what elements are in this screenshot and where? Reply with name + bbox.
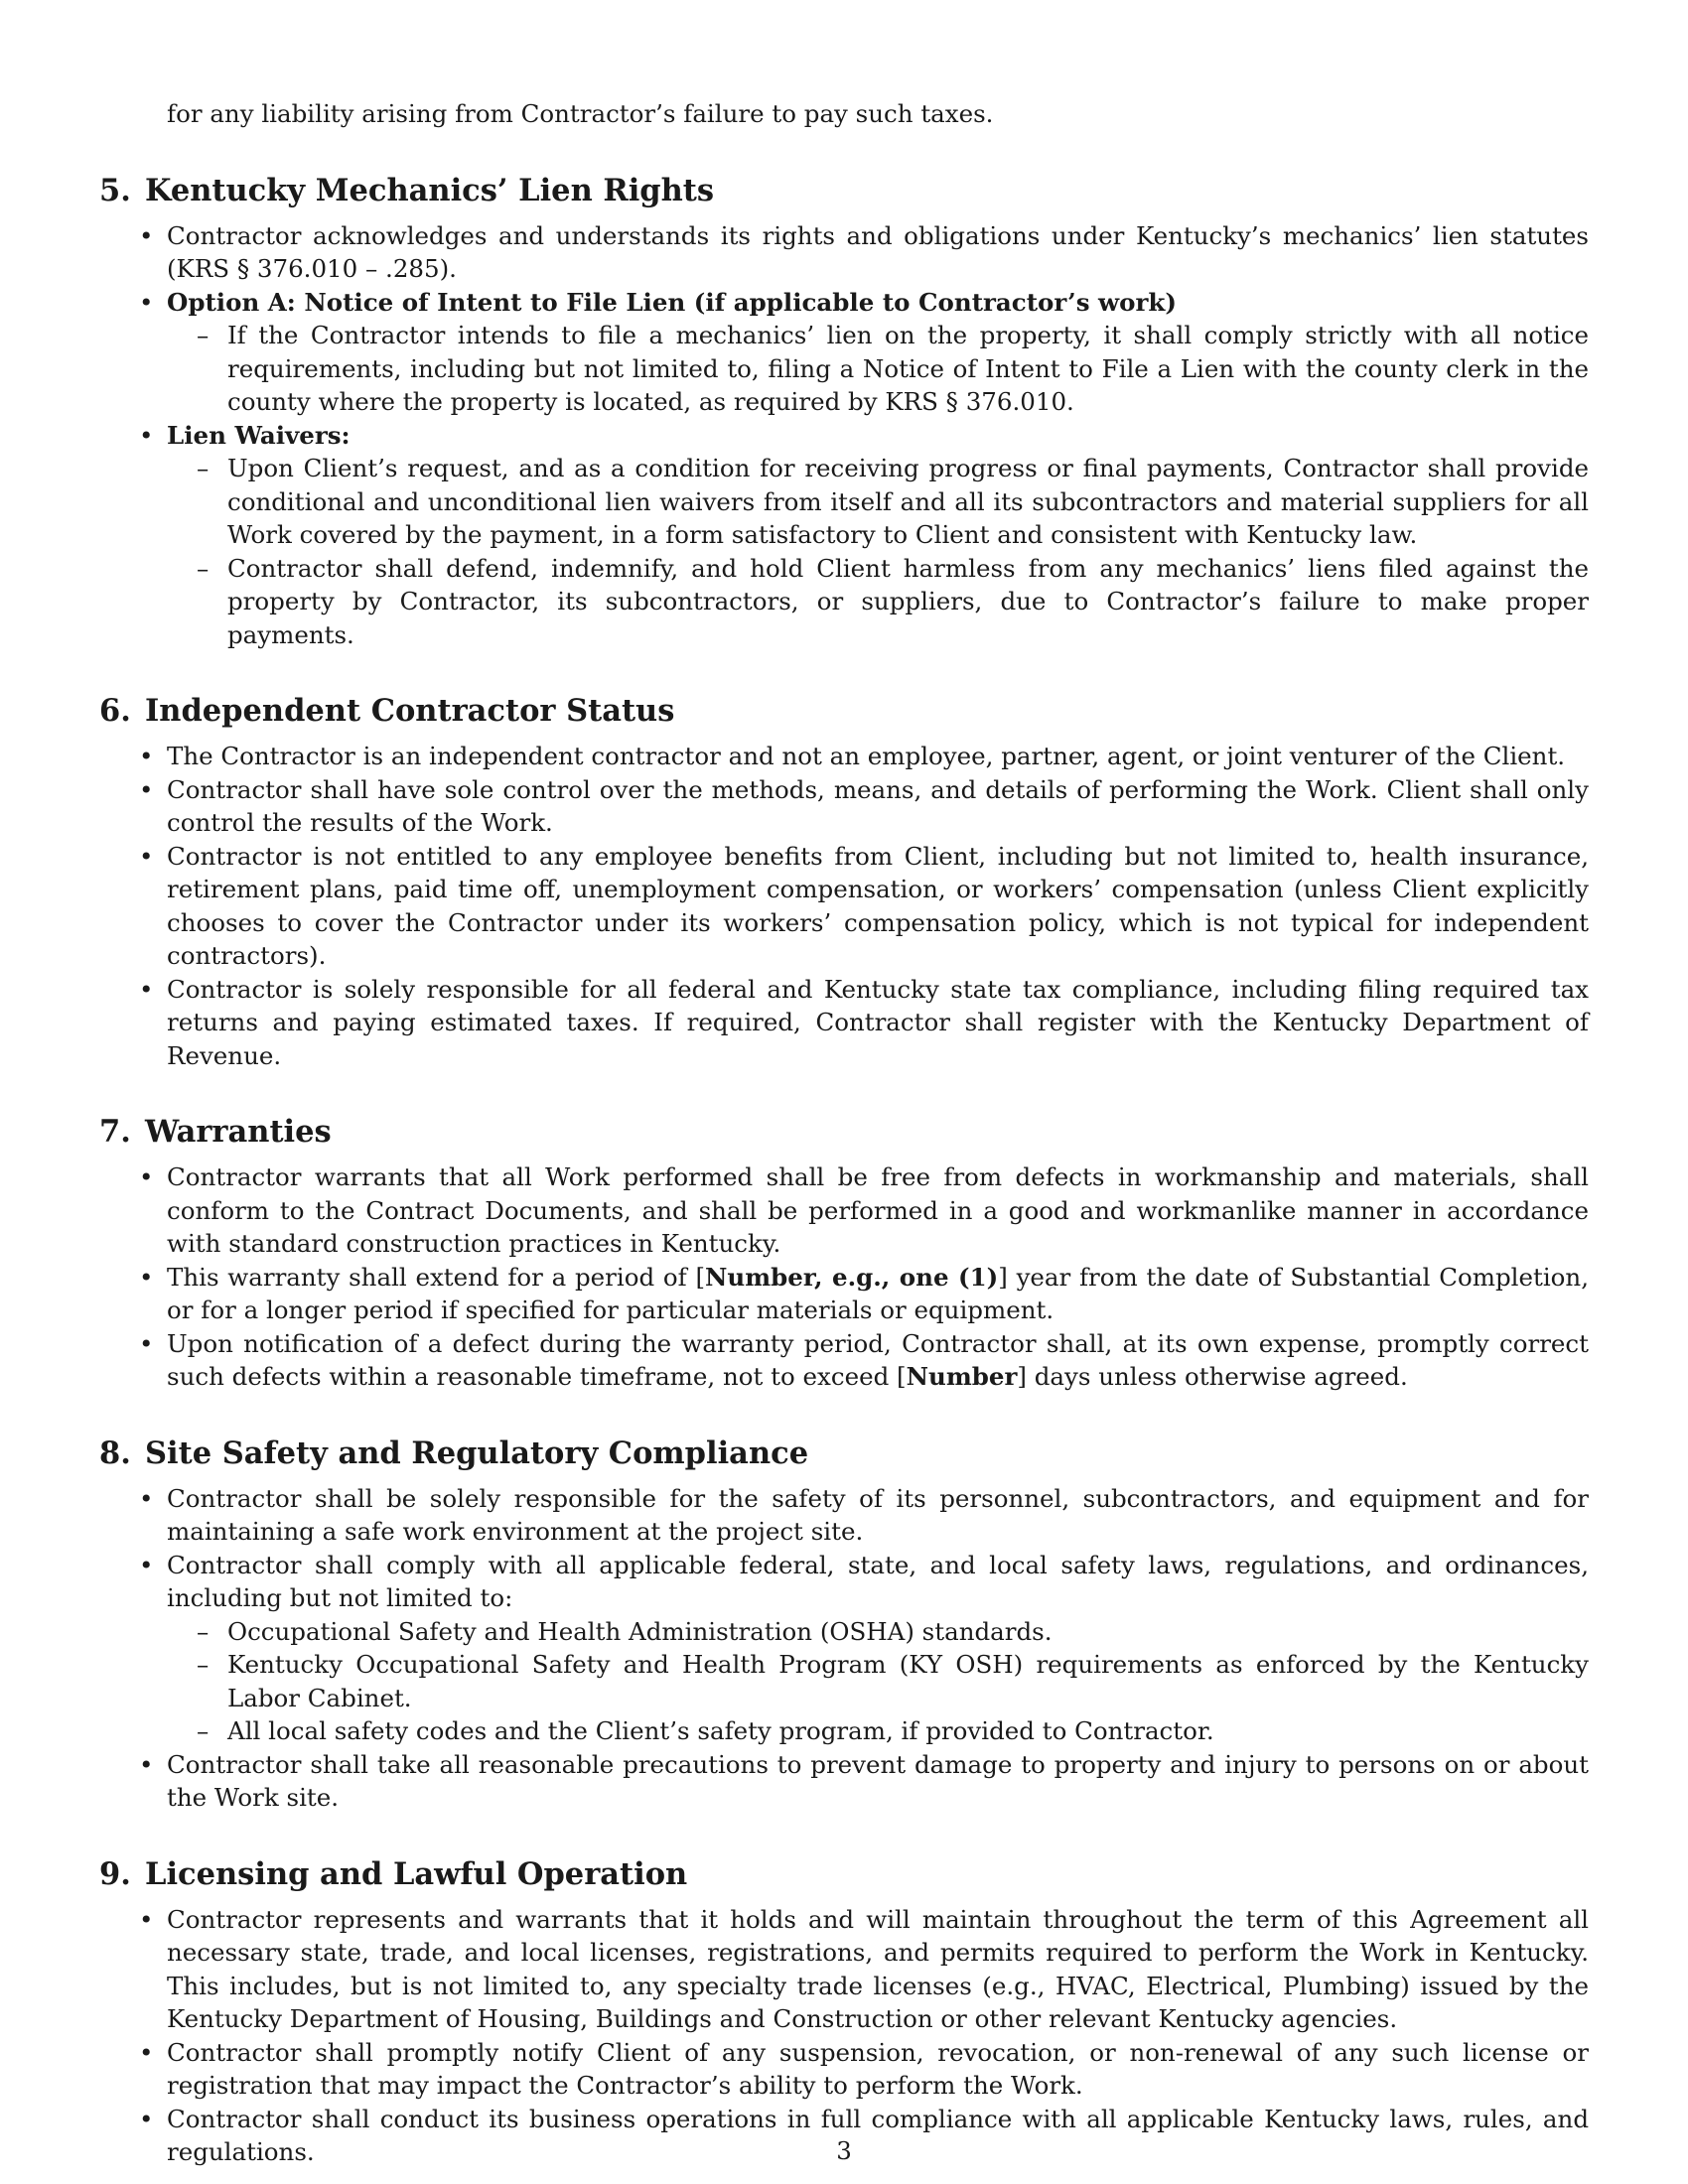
sub-list-item: – Upon Client’s request, and as a condition for receiving progress or final payments, Contractor shall provide conditional and unconditional lien waivers from itself and all its subcontractors and material suppliers for all Work covered by the payment, in a form satisfactory to Client and consistent with Kentucky law. [197,454,1589,549]
dash-icon: – [197,1650,210,1679]
page-number: 3 [836,2136,852,2165]
sub-list [167,319,1589,419]
bullet-icon: • [139,1162,154,1191]
section-5 [99,172,1589,652]
bullet-list [99,740,1589,1072]
placeholder-number: Number, e.g., one (1) [705,1262,999,1292]
sub-list-item: – Contractor shall defend, indemnify, and hold Client harmless from any mechanics’ liens filed against the property by Contractor, its subcontractors, or suppliers, due to Contractor’s failure to make proper payments. [197,553,1589,649]
section-title: Warranties [145,1114,332,1150]
sub-list-item: – All local safety codes and the Client’s safety program, if provided to Contractor. [167,1714,1589,1748]
list-item: • Contractor shall promptly notify Client of any suspension, revocation, or non-renewal of any such license or registration that may impact the Contractor’s ability to perform the Work. [139,2037,1589,2100]
sub-list [167,452,1589,651]
dash-icon: – [197,1616,210,1646]
sub-list [167,1615,1589,1748]
bullet-list [99,1903,1589,2169]
dash-icon: – [197,321,210,349]
section-number: 7. [99,1114,131,1150]
placeholder-number: Number [906,1362,1018,1391]
dash-icon: – [197,454,210,482]
list-item: • Contractor represents and warrants that it holds and will maintain throughout the term of this Agreement all necessary state, trade, and local licenses, registrations, and permits required to perform the Work in Kentucky. This includes, but is not limited to, any specialty trade licenses (e.g., HVAC, Electrical, Plumbing) issued by the Kentucky Department of Housing, Buildings and Construction or other relevant Kentucky agencies. [139,1904,1589,2033]
section-heading [99,1855,1589,1893]
sub-list-item: – Occupational Safety and Health Administration (OSHA) standards. [167,1615,1589,1649]
bullet-icon: • [139,220,154,250]
section-title: Kentucky Mechanics’ Lien Rights [145,172,715,208]
list-item [99,419,1589,652]
section-heading [99,692,1589,730]
bullet-icon: • [139,1550,154,1579]
section-number: 9. [99,1855,131,1892]
section-number: 6. [99,693,131,729]
bullet-icon: • [139,2037,154,2067]
dash-icon: – [197,553,210,583]
list-item: • Contractor acknowledges and understands its rights and obligations under Kentucky’s mechanics’ lien statutes (KRS § 376.010 – .285). [139,220,1589,283]
bullet-icon: • [139,1262,154,1292]
bullet-icon: • [139,420,154,450]
list-item: • Contractor shall comply with all applicable federal, state, and local safety laws, regulations, and ordinances, including but not limited to: – Occupational Safety and Health Administration (OSHA) standards. – Kentucky Occupational Safety and Health Program (KY OSH) requirements as enforced by the Kentucky Labor Cabinet. – All local safety codes and the Client’s safety program, if provided to Contractor. [99,1549,1589,1748]
list-item: • Contractor warrants that all Work performed shall be free from defects in workmanship and materials, shall conform to the Contract Documents, and shall be performed in a good and workmanlike manner in accordance with standard construction practices in Kentucky. [139,1162,1589,1258]
bullet-icon: • [139,1904,154,1934]
bullet-icon: • [139,1328,154,1358]
section-6 [99,692,1589,1072]
section-number: 8. [99,1434,131,1471]
section-heading [99,172,1589,209]
section-9 [99,1855,1589,2169]
list-item: • Contractor shall have sole control over the methods, means, and details of performing the Work. Client shall only control the results of the Work. [139,774,1589,837]
document-page [99,97,1589,2169]
section-7 [99,1113,1589,1394]
section-heading [99,1113,1589,1151]
section-8 [99,1434,1589,1815]
section-title: Site Safety and Regulatory Compliance [145,1434,809,1471]
section-heading [99,1434,1589,1472]
list-item: • Contractor shall conduct its business operations in full compliance with all applicable Kentucky laws, rules, and regulations. [139,2104,1589,2166]
bullet-icon: • [139,774,154,804]
bullet-list [99,1482,1589,1815]
sub-list-item: – If the Contractor intends to file a mechanics’ lien on the property, it shall comply strictly with all notice requirements, including but not limited to, filing a Notice of Intent to File a Lien with the county clerk in the county where the property is located, as required by KRS § 376.010. [197,321,1589,416]
dash-icon: – [197,1716,210,1745]
list-item: • Contractor is solely responsible for all federal and Kentucky state tax compliance, including filing required tax returns and paying estimated taxes. If required, Contractor shall register with the Kentucky Department of Revenue. [139,974,1589,1070]
section-title: Independent Contractor Status [145,693,675,729]
list-item: • Upon notification of a defect during the warranty period, Contractor shall, at its own expense, promptly correct such defects within a reasonable timeframe, not to exceed [Number] days unless otherwise agreed. [139,1328,1589,1391]
list-item: • Contractor shall take all reasonable precautions to prevent damage to property and injury to persons on or about the Work site. [139,1749,1589,1812]
bullet-icon: • [139,2104,154,2133]
bullet-icon: • [139,974,154,1004]
list-item: • The Contractor is an independent contractor and not an employee, partner, agent, or joint venturer of the Client. [99,740,1589,773]
lien-waivers-heading: Lien Waivers: [167,420,351,450]
bullet-list [99,219,1589,652]
section-title: Licensing and Lawful Operation [145,1855,688,1892]
bullet-icon: • [139,742,154,770]
bullet-list [99,1160,1589,1394]
bullet-icon: • [139,1749,154,1779]
list-item [99,286,1589,419]
bullet-icon: • [139,1483,154,1513]
list-item: • Contractor is not entitled to any employee benefits from Client, including but not limited to, health insurance, retirement plans, paid time off, unemployment compensation, or workers’ compensation (unless Client explicitly chooses to cover the Contractor under its workers’ compensation policy, which is not typical for independent contractors). [139,841,1589,970]
section-number: 5. [99,172,131,208]
list-item: • Contractor shall be solely responsible for the safety of its personnel, subcontractors, and equipment and for maintaining a safe work environment at the project site. [139,1483,1589,1546]
bullet-icon: • [139,287,154,317]
continuation-text: for any liability arising from Contractor’s failure to pay such taxes. [167,99,994,128]
option-a-heading: Option A: Notice of Intent to File Lien (if applicable to Contractor’s work) [167,287,1177,317]
sub-list-item: – Kentucky Occupational Safety and Health Program (KY OSH) requirements as enforced by the Kentucky Labor Cabinet. [197,1650,1589,1712]
list-item: • This warranty shall extend for a period of [Number, e.g., one (1)] year from the date of Substantial Completion, or for a longer period if specified for particular materials or equipment. [139,1262,1589,1324]
bullet-icon: • [139,841,154,871]
